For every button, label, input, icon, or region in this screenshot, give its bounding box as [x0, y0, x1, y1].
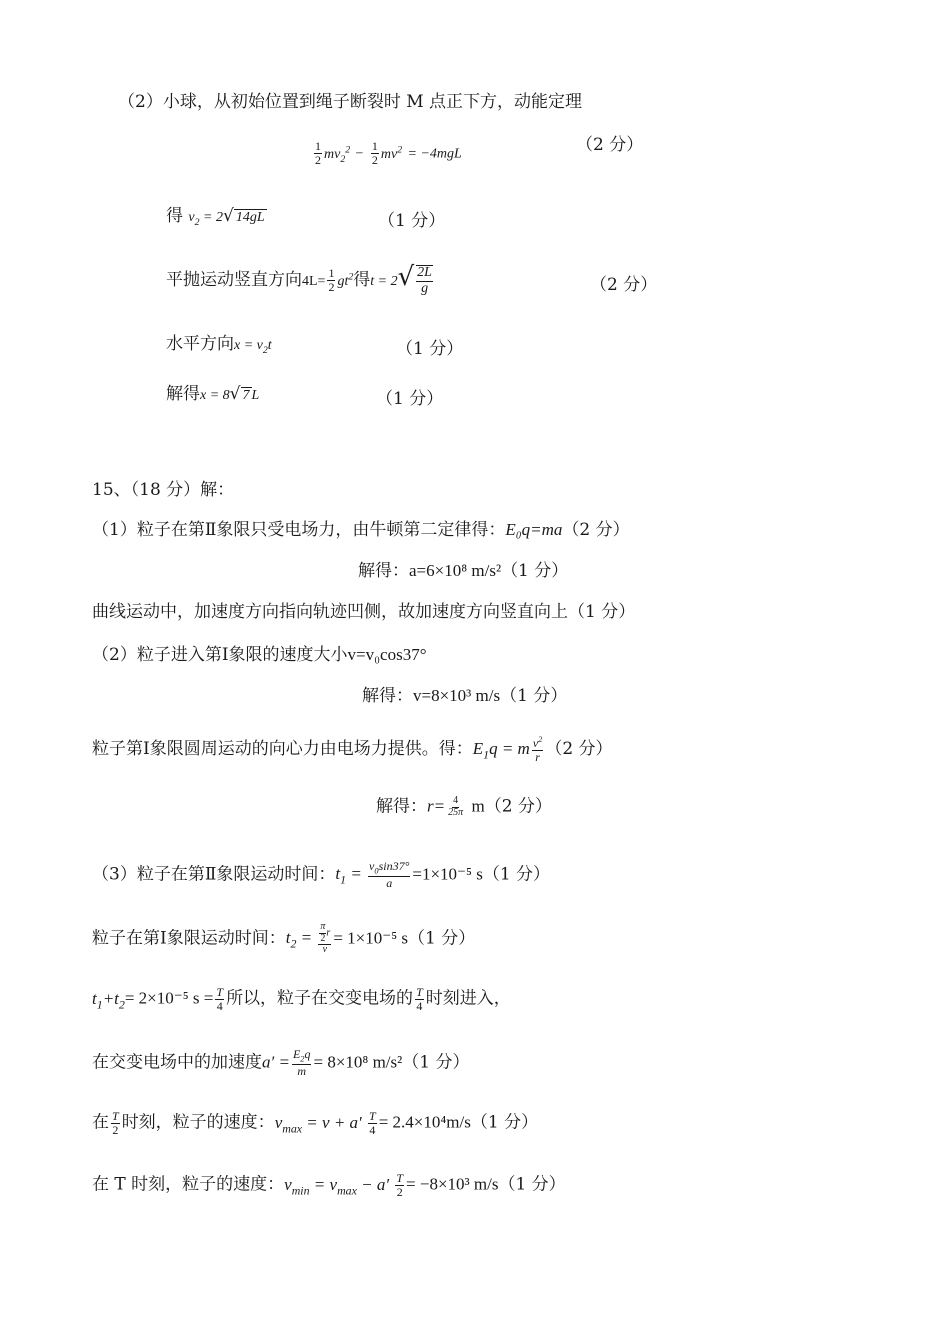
distance-result: 解得x = 8√ 7 L	[166, 384, 260, 404]
q15-line2: 解得：a=6×10⁸ m/s²（1 分）	[358, 561, 569, 581]
q15-line6: 粒子第Ⅰ象限圆周运动的向心力由电场力提供。得：$E_1q = m$ $\frac{v^2}{r}$ （2 分）	[92, 735, 613, 764]
score-label: （2 分）	[576, 135, 644, 155]
q15-line4: （2）粒子进入第Ⅰ象限的速度大小v=v₀cos37°	[92, 645, 427, 665]
q15-line7: 解得：r= $\frac{4}{25\pi}$ m（2 分）	[376, 795, 552, 818]
q15-line8: （3）粒子在第Ⅱ象限运动时间：$t_1$ = $\frac{v_0\sin 37^\circ}{a}$ =1×10⁻⁵ s（1 分）	[92, 859, 551, 891]
q15-line12: 在 $\frac{T}{2}$ 时刻，粒子的速度：$v_{max} = v + a'$ $\frac{T}{4}$ = 2.4×10⁴m/s（1 分）	[92, 1109, 539, 1137]
score-label: （1 分）	[376, 389, 444, 409]
score-label: （1 分）	[396, 339, 464, 359]
horizontal-distance: 水平方向$x = v_2t$	[166, 334, 272, 356]
speed-result: 得 $v_2 = 2√$ 14gL	[166, 206, 265, 228]
q15-line13: 在 T 时刻，粒子的速度：$v_{min} = v_{max} - a'$ $\frac{T}{2}$ = −8×10³ m/s（1 分）	[92, 1171, 566, 1199]
q15-line11: 在交变电场中的加速度a′ = $\frac{E_2q}{m}$ = 8×10⁸ m/s²（1 分）	[92, 1047, 470, 1079]
q15-line5: 解得：v=8×10³ m/s（1 分）	[362, 686, 568, 706]
score-label: （1 分）	[378, 211, 446, 231]
q15-line3: 曲线运动中，加速度方向指向轨迹凹侧，故加速度方向竖直向上（1 分）	[92, 602, 636, 622]
part2-intro: （2）小球，从初始位置到绳子断裂时 M 点正下方，动能定理	[118, 92, 583, 112]
q15-line1: （1）粒子在第Ⅱ象限只受电场力，由牛顿第二定律得：E₀q=ma（2 分）	[92, 520, 630, 540]
projectile-vertical: 平抛运动竖直方向4L= $\frac{1}{2}$ $gt^2$得t = 2√ $\frac{2L}{g}$	[166, 262, 432, 296]
score-label: （2 分）	[590, 275, 658, 295]
energy-equation: $\frac{1}{2}$ $mv_2^2$ − $\frac{1}{2}$ $mv^2 = -4mgL$	[315, 139, 462, 167]
q15-header: 15、（18 分）解：	[92, 480, 235, 500]
q15-line10: $t_1+t_2= 2\times 10^{-5}$ s = $\frac{T}{4}$ 所以，粒子在交变电场的 $\frac{T}{4}$ 时刻进入，	[92, 985, 511, 1013]
q15-line9: 粒子在第Ⅰ象限运动时间：$t_2$ = $\frac{\pi}{2}$ r v = 1×10⁻⁵ s（1 分）	[92, 921, 476, 955]
